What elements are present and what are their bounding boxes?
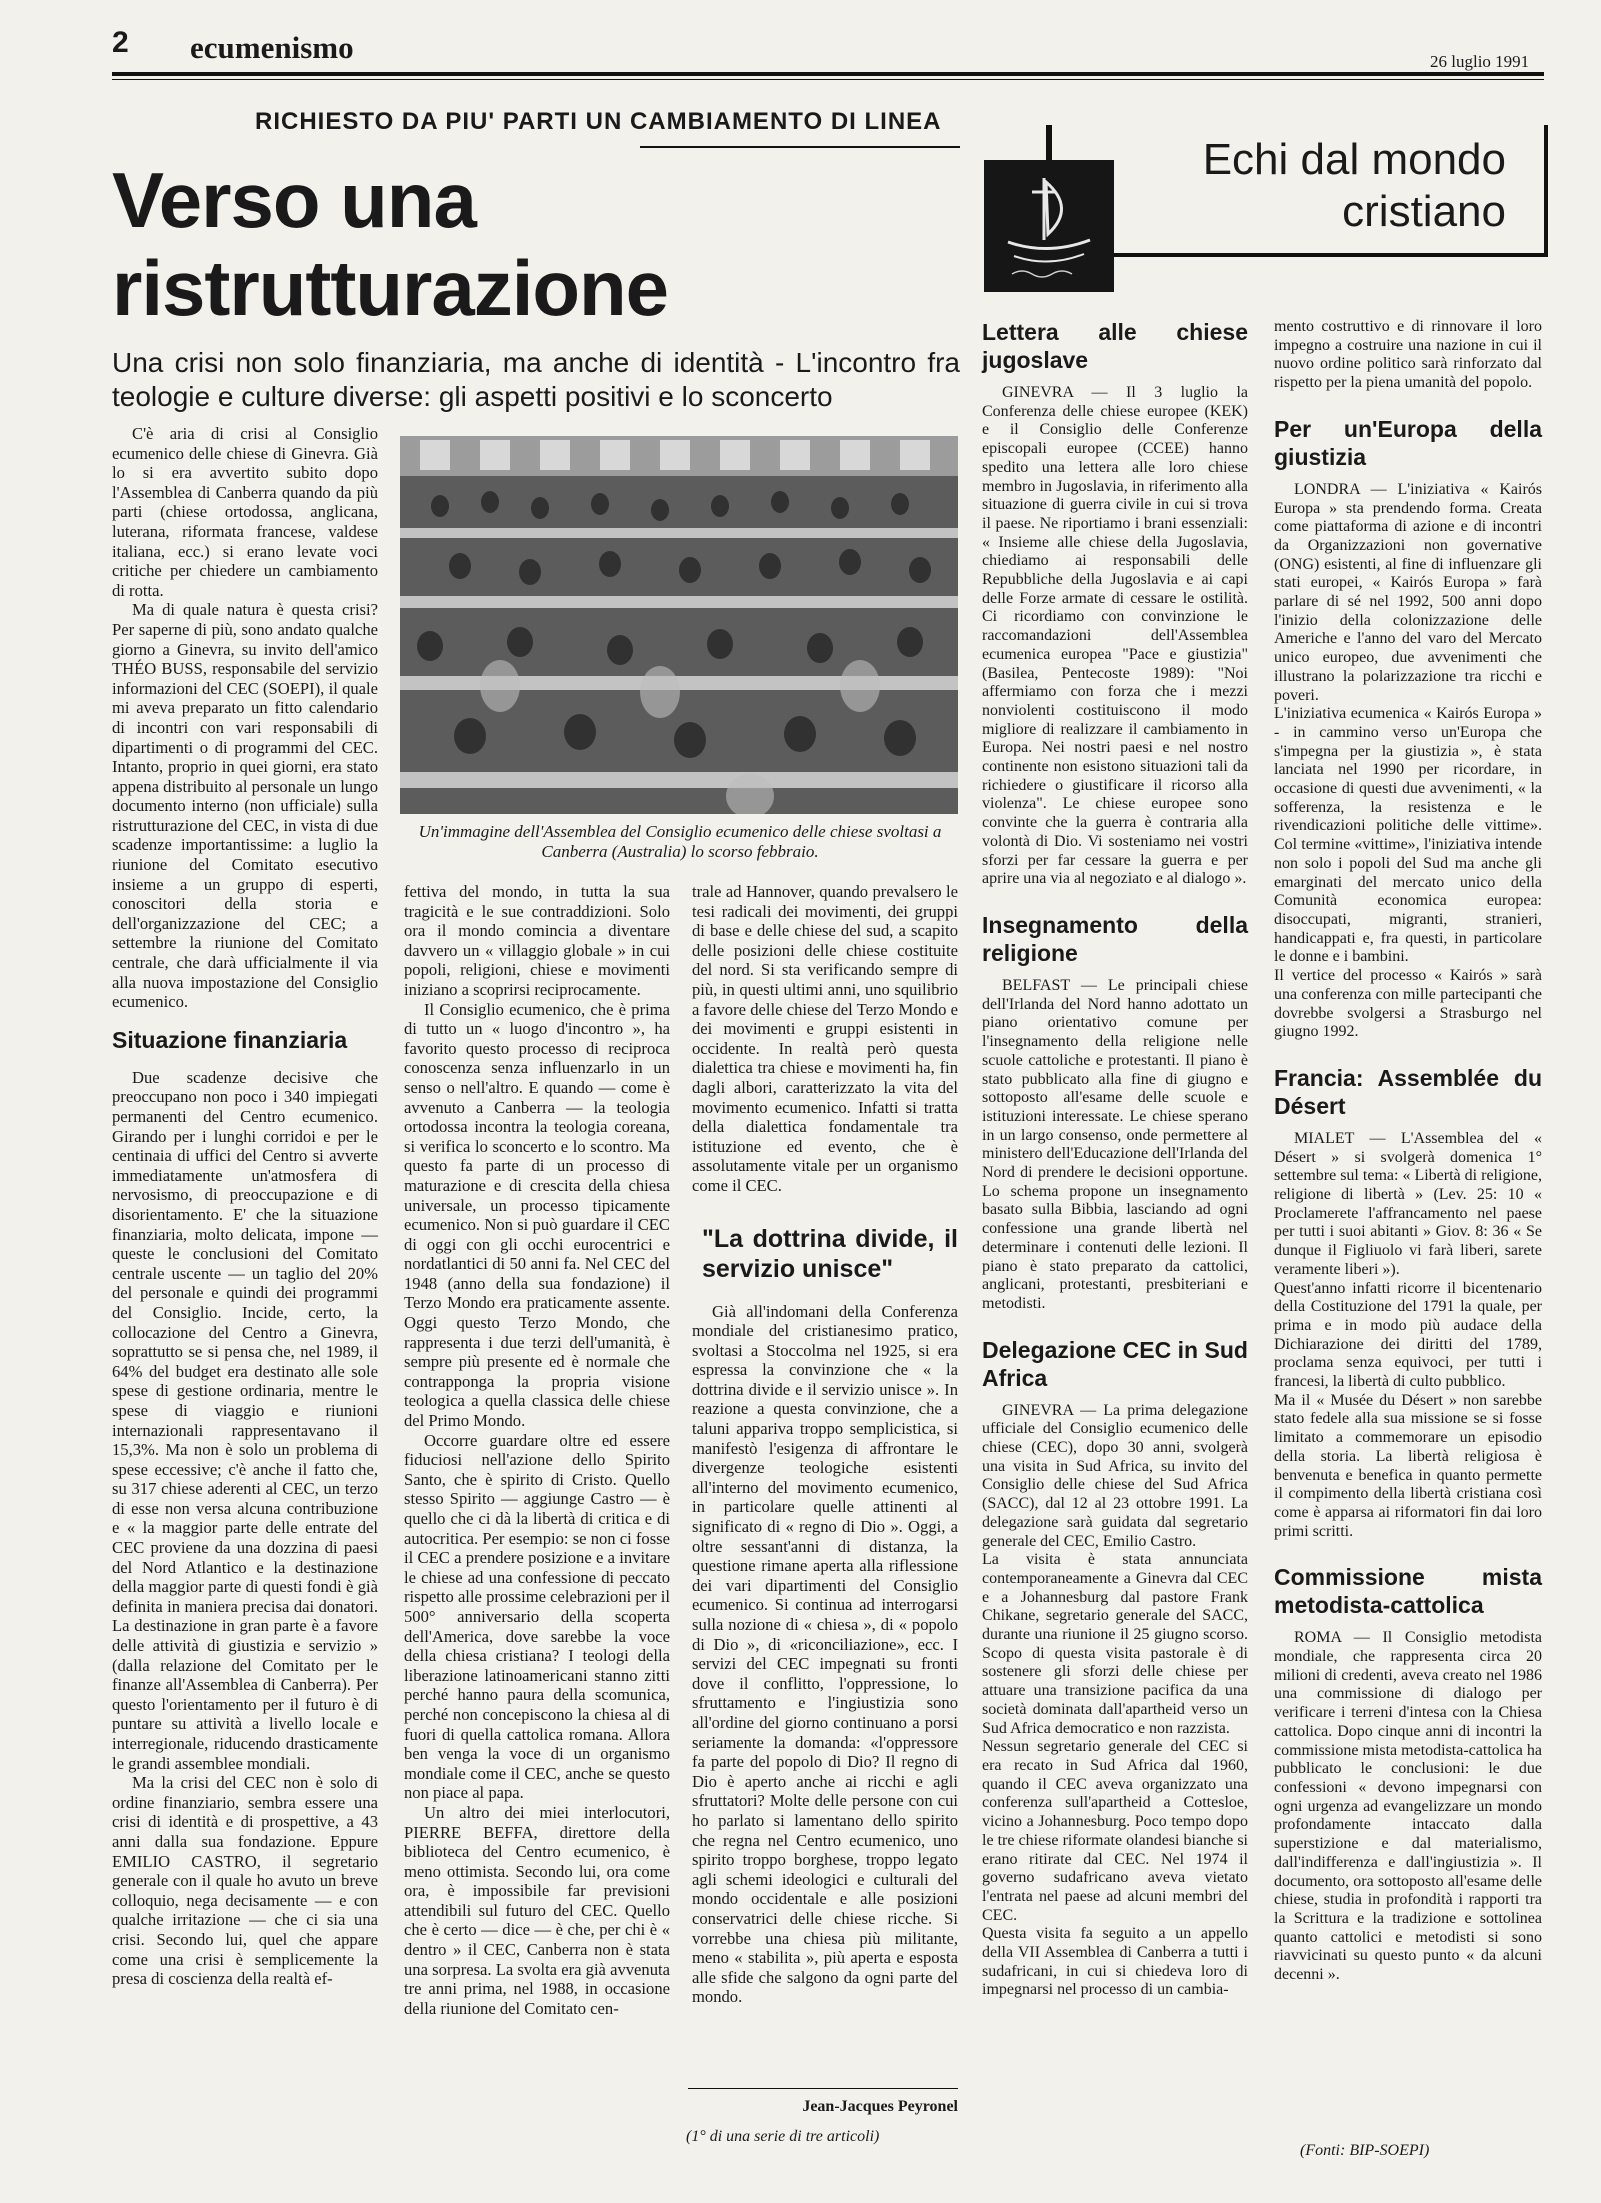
paragraph: Già all'indomani della Conferenza mondiale del cristianesimo pratico, svoltasi a Stoccolma nel 1925, si era espressa la convinzione che « la dottrina divide e il servizio unisce ». In reazione a questa convinzione, che a taluni appariva troppo semplicistica, si manifestò l'esigenza di affrontare le divergenze teologiche esistenti all'interno del movimento ecumenico, in particolare quelle attinenti al significato di « regno di Dio ». Oggi, a oltre sessant'anni di distanza, la questione rimane aperta alla riflessione dei vari dipartimenti del Consiglio ecumenico. Si continua ad interrogarsi sulla nozione di « chiesa », di « popolo di Dio », di «riconciliazione», ecc. I servizi del CEC impegnati su fronti dove il conflitto, l'oppressione, lo sfruttamento e l'ingiustizia sono all'ordine del giorno continuano a porsi seriamente la domanda: «l'oppressore fa parte del popolo di Dio? Il regno di Dio è aperto anche ai ricchi e agli sfruttatori? Molte delle persone con cui ho parlato si lamentano dello spirito che regna nel Centro ecumenico, uno spirito troppo borghese, troppo legato agli schemi ideologici e culturali del mondo occidentale e alle posizioni conservatrici delle chiese ricche. Si vorrebbe una chiesa più militante, meno « stabilita », più aperta e esposta alle sfide che salgono da ogni parte del mondo.	[692, 1301, 958, 2007]
paragraph: fettiva del mondo, in tutta la sua tragicità e le sue contraddizioni. Solo ora il mondo comincia a diventare davvero un « villaggio globale » in cui popoli, religioni, chiese e movimenti iniziano a scoprirsi reciprocamente.	[404, 882, 670, 999]
paragraph: trale ad Hannover, quando prevalsero le tesi radicali dei movimenti, dei gruppi di base e delle chiese del sud, a scapito delle posizioni delle chiese costituite del nord. Si sta verificando sempre di più, in questi ultimi anni, uno squilibrio a favore delle chiese del Terzo Mondo e dei movimenti e gruppi esistenti in occidente. In realtà però questa dialettica tra chiese e movimenti ha, fin dagli albori, caratterizzato la vita del movimento ecumenico. Infatti si tratta della dialettica fondamentale tra istituzione ed evento, che è assolutamente vitale per un organismo come il CEC.	[692, 882, 958, 1195]
section-name: ecumenismo	[190, 30, 354, 65]
news-heading: Insegnamento della religione	[982, 911, 1248, 966]
masthead-rule	[112, 72, 1544, 76]
section-heading: "La dottrina divide, il servizio unisce"	[702, 1224, 958, 1283]
news-text: BELFAST — Le principali chiese dell'Irlanda del Nord hanno adottato un piano orientativo comune per l'insegnamento della religione nelle scuole cattoliche e protestanti. Il piano è stato pubblicato alla fine di giugno e sottoposto all'esame delle scuole e istituzioni interessate. Le chiese sperano in un largo consenso, onde permettere al ministero dell'Educazione dell'Irlanda del Nord di prendere le decisioni opportune. Lo schema propone un insegnamento basato sulla Bibbia, lasciando ad ogni confessione una grande libertà nel determinare i contenuti delle lezioni. Il piano è stato preparato da cattolici, anglicani, protestanti, presbiteriani e metodisti.	[982, 976, 1248, 1312]
article-kicker: RICHIESTO DA PIU' PARTI UN CAMBIAMENTO DI LINEA	[255, 108, 942, 135]
article-byline: Jean-Jacques Peyronel	[802, 2098, 958, 2115]
news-text: ROMA — Il Consiglio metodista mondiale, che rappresenta circa 20 milioni di credenti, aveva creato nel 1986 una commissione di dialogo per verificare i terreni d'intesa con la Chiesa cattolica. Dopo cinque anni di incontri la commissione mista metodista-cattolica ha pubblicato le conclusioni: le due confessioni « devono impegnarsi con ogni urgenza ad evangelizzare un mondo profondamente intaccato dalla superstizione e dal materialismo, dall'indifferenza e dall'ingiustizia ». Il documento, ora sottoposto all'esame delle chiese, studia in profondità i rapporti tra la Scrittura e la tradizione e sottolinea quanto cattolici e metodisti si sono riavvicinati su questo punto « da alcuni decenni ».	[1274, 1629, 1542, 1984]
byline-rule	[688, 2088, 958, 2089]
sidebar-title-line2: cristiano	[1342, 187, 1506, 236]
paragraph: Ma la crisi del CEC non è solo di ordine finanziario, sembra essere una crisi di identità e di prospettive, a 43 anni dalla sua fondazione. Eppure EMILIO CASTRO, il segretario generale con il quale ho avuto un breve colloquio, nega decisamente — e con qualche irritazione — che ci sia una crisi. Secondo lui, quel che appare come una crisi è semplicemente la presa di coscienza della realtà ef-	[112, 1773, 378, 1989]
paragraph: Ma di quale natura è questa crisi? Per saperne di più, sono andato qualche giorno a Ginevra, su invito dell'amico THÉO BUSS, responsabile del servizio informazioni del CEC (SOEPI), il quale mi aveva preparato un fitto calendario di incontri con vari responsabili di dipartimenti o di programmi del CEC. Intanto, proprio in quei giorni, era stato appena distribuito al personale un lungo documento interno (non ufficiale) sulla ristrutturazione del CEC, in vista di due scadenze importantissime: a luglio la riunione del Comitato esecutivo insieme a un gruppo di esperti, conoscitori della storia e dell'organizzazione del CEC; a settembre la riunione del Comitato centrale, che darà ufficialmente il via alla nuova impostazione del Consiglio ecumenico.	[112, 600, 378, 1012]
news-text: mento costruttivo e di rinnovare il loro impegno a costruire una nazione in cui il nuovo ordine politico sarà rinforzato dal rispetto per la piena umanità del popolo.	[1274, 318, 1542, 392]
news-heading: Per un'Europa della giustizia	[1274, 415, 1542, 470]
article-headline: Verso una ristrutturazione	[112, 156, 669, 332]
news-heading: Commissione mista metodista-cattolica	[1274, 1564, 1542, 1619]
sidebar-source: (Fonti: BIP-SOEPI)	[1300, 2142, 1430, 2159]
article-column-1	[112, 424, 378, 1989]
section-heading: Situazione finanziaria	[112, 1026, 348, 1053]
photo-caption: Un'immagine dell'Assemblea del Consiglio ecumenico delle chiese svoltasi a Canberra (Australia) lo scorso febbraio.	[418, 822, 942, 861]
news-text: LONDRA — L'iniziativa « Kairós Europa » sta prendendo forma. Creata come piattaforma di azione e di incontri da Organizzazioni non governative (ONG) esistenti, al fine di influenzare gli stati europei, « Kairós Europa » farà parlare di sé nel 1992, 500 anni dopo l'inizio della colonizzazione delle Americhe e l'anno del varo del Mercato unico europeo, due avvenimenti che illustrano la polarizzazione tra ricchi e poveri. L'iniziativa ecumenica « Kairós Europa » - in cammino verso un'Europa che s'impegna per la giustizia », è stata lanciata nel 1990 per ricordare, in occasione di questi due avvenimenti, « la sofferenza, la resistenza e le rivendicazioni politiche delle vittime». Col termine «vittime», l'iniziativa intende non solo i popoli del Sud ma anche gli emarginati del mercato unico della Comunità economica europea: disoccupati, migranti, stranieri, handicappati e, fra questi, in particolare le donne e i bambini. Il vertice del processo « Kairós » sarà una conferenza con mille partecipanti che dovrebbe svolgersi a Strasburgo nel giugno 1992.	[1274, 480, 1542, 1041]
assembly-photo	[400, 436, 958, 814]
sidebar-title	[1106, 134, 1506, 238]
kicker-underline	[640, 146, 960, 148]
sidebar-column-right	[1274, 318, 1542, 1985]
ecumenical-boat-logo	[984, 160, 1114, 292]
news-heading: Lettera alle chiese jugoslave	[982, 319, 1248, 373]
paragraph: C'è aria di crisi al Consiglio ecumenico delle chiese di Ginevra. Già lo si era avvertito subito dopo l'Assemblea di Canberra quando da più parti (chiese ortodossa, anglicana, luterana, riformata francese, valdese italiana, ecc.) si erano levate voci critiche per chiedere un cambiamento di rotta.	[112, 424, 378, 600]
page-number: 2	[112, 26, 129, 59]
article-column-3	[692, 882, 958, 2007]
news-heading: Francia: Assemblée du Désert	[1274, 1064, 1542, 1119]
article-column-2	[404, 882, 670, 2018]
news-heading: Delegazione CEC in Sud Africa	[982, 1336, 1248, 1391]
issue-date: 26 luglio 1991	[1430, 52, 1530, 71]
paragraph: Il Consiglio ecumenico, che è prima di tutto un « luogo d'incontro », ha favorito questo processo di reciproca conoscenza senza influenzarlo in un senso o nell'altro. E quando — come è avvenuto a Canberra — la teologia ortodossa incontra la teologia coreana, si verifica lo sconcerto e lo scontro. Ma questo fa parte di un processo di maturazione e di crescita della chiesa universale, un processo tipicamente ecumenico. Non si può guardare il CEC di oggi con gli occhi eurocentrici e nordatlantici di 50 anni fa. Nel CEC del 1948 (anno della sua fondazione) il Terzo Mondo era praticamente assente. Oggi questo Terzo Mondo, che rappresenta i due terzi dell'umanità, è sempre più presente ed è normale che contrapponga la propria visione teologica a quella classica delle chiese del Primo Mondo.	[404, 999, 670, 1431]
paragraph: Un altro dei miei interlocutori, PIERRE BEFFA, direttore della biblioteca del Centro ecumenico, è meno ottimista. Secondo lui, ora come ora, è impossibile far previsioni attendibili sul futuro del CEC. Quello che è certo — dice — è che, per chi è « dentro » il CEC, Canberra non è stata una sorpresa. La svolta era già avvenuta tre anni prima, nel 1988, in occasione della riunione del Comitato cen-	[404, 1802, 670, 2018]
news-text: GINEVRA — La prima delegazione ufficiale del Consiglio ecumenico delle chiese (CEC), dopo 30 anni, svolgerà una visita in Sud Africa, su invito del Consiglio delle chiese del Sud Africa (SACC), dal 12 al 23 ottobre 1991. La delegazione sarà guidata dal segretario generale del CEC, Emilio Castro. La visita è stata annunciata contemporaneamente a Ginevra dal CEC e a Johannesburg dal pastore Frank Chikane, segretario generale del SACC, durante una riunione il 25 giugno scorso. Scopo di questa visita pastorale è di sostenere gli sforzi delle chiese per attuare una transizione pacifica da una società dominata dall'apartheid verso un Sud Africa democratico e non razzista. Nessun segretario generale del CEC si era recato in Sud Africa dal 1960, quando il CEC aveva organizzato una conferenza sull'apartheid a Cottesloe, vicino a Johannesburg. Poco tempo dopo le tre chiese riformate olandesi bianche si erano ritirate dal CEC. Nel 1974 il governo sudafricano aveva vietato l'entrata nel paese ad alcuni membri del CEC. Questa visita fa seguito a un appello della VII Assemblea di Canberra a tutti i sudafricani, in cui si chiedeva loro di impegnarsi nel processo di un cambia-	[982, 1401, 1248, 1999]
sidebar-column-left	[982, 318, 1248, 2000]
paragraph: Due scadenze decisive che preoccupano non poco i 340 impiegati permanenti del Centro ecumenico. Girando per i lunghi corridoi e per le centinaia di uffici del Centro si avverte immediatamente un'atmosfera di nervosismo, di preoccupazione e di disorientamento. E' che la situazione finanziaria, molto delicata, impone — queste le conclusioni del Comitato centrale uscente — un taglio del 20% del personale e quindi dei programmi del Consiglio. Incide, certo, la collocazione del Centro a Ginevra, soprattutto se si pensa che, nel 1989, il 64% del budget era destinato alle sole spese di gestione ordinaria, mentre le spese di viaggio e riunioni internazionali rappresentavano il 15,3%. Ma non è solo un problema di spese eccessive; c'è anche il fatto che, su 317 chiese aderenti al CEC, un terzo di esse non versa alcuna contribuzione e « la maggior parte delle entrate del CEC proviene da una dozzina di paesi del Nord Atlantico e la destinazione della maggior parte di questi fondi è già definita in maniera precisa dai donatori. La destinazione in gran parte è a favore delle attività di giustizia e servizio » (dalla relazione del Comitato per le finanze all'Assemblea di Canberra). Per questo l'orientamento per il futuro è di puntare su attività a livello locale e interregionale, riducendo drasticamente le grandi assemblee mondiali.	[112, 1067, 378, 1773]
masthead-rule-thin	[112, 79, 1544, 80]
news-text: GINEVRA — Il 3 luglio la Conferenza delle chiese europee (KEK) e il Consiglio delle Conferenze episcopali europee (CCEE) hanno spedito una lettera alle loro chiese membro in Jugoslavia, in riferimento alla situazione di guerra civile in cui si trova il paese. Ne riportiamo i brani essenziali: « Insieme alle chiese della Jugoslavia, chiediamo ai responsabili delle Repubbliche della Jugoslavia e ai capi delle Forze armate di cessare le ostilità. Ci ricordiamo con convinzione le raccomandazioni dell'Assemblea ecumenica europea "Pace e giustizia" (Basilea, Pentecoste 1989): "Noi affermiamo con forza che i mezzi nonviolenti costituiscono il modo migliore di realizzare il cambiamento in Europa. Nei nostri paesi e nel nostro continente non esistono situazioni tali da richiedere o giustificare il ricorso alla violenza". Le chiese europee sono convinte che la guerra è contraria alla volontà di Dio. Vi sosteniamo nei vostri sforzi per far cessare la guerra e per aprire una via al negoziato e al dialogo ».	[982, 384, 1248, 888]
sidebar-title-line1: Echi dal mondo	[1202, 135, 1506, 184]
news-text: MIALET — L'Assemblea del « Désert » si svolgerà domenica 1° settembre sul tema: « Libertà di religione, religione di libertà » (Lev. 25: 10 « Proclamerete l'affrancamento nel paese per tutti i suoi abitanti » Giov. 8: 36 « Se dunque il Figliuolo vi farà liberi, sarete veramente liberi »). Quest'anno infatti ricorre il bicentenario della Costituzione del 1791 la quale, per prima e in modo più audace della Dichiarazione dei diritti del 1789, proclama senza equivoci, per tutti i francesi, la libertà di culto pubblico. Ma il « Musée du Désert » non sarebbe stato fedele alla sua missione se si fosse limitato a commemorare un episodio della storia. La libertà religiosa è benvenuta e benefica in quanto permette il compimento della libertà cristiana così come è apparsa ai riformatori fin dai loro primi scritti.	[1274, 1129, 1542, 1540]
paragraph: Occorre guardare oltre ed essere fiduciosi nell'azione dello Spirito Santo, che è spirito di Cristo. Quello stesso Spirito — aggiunge Castro — è quello che ci dà la libertà di critica e di autocritica. Per esempio: se non ci fosse il CEC a prendere posizione e a invitare le chiese ad una confessione di peccato rispetto alle prossime celebrazioni per il 500° anniversario della scoperta dell'America, dove sarebbe la voce della chiesa cristiana? I teologi della liberazione latinoamericani stanno zitti perché hanno paura della scomunica, perché non concepiscono la chiesa al di fuori di quella cattolica romana. Allora ben venga la voce di un organismo mondiale come il CEC, anche se questo non piace al papa.	[404, 1430, 670, 1803]
series-note: (1° di una serie di tre articoli)	[686, 2128, 880, 2145]
article-subhead: Una crisi non solo finanziaria, ma anche di identità - L'incontro fra teologie e culture diverse: gli aspetti positivi e lo sconcerto	[112, 347, 960, 412]
